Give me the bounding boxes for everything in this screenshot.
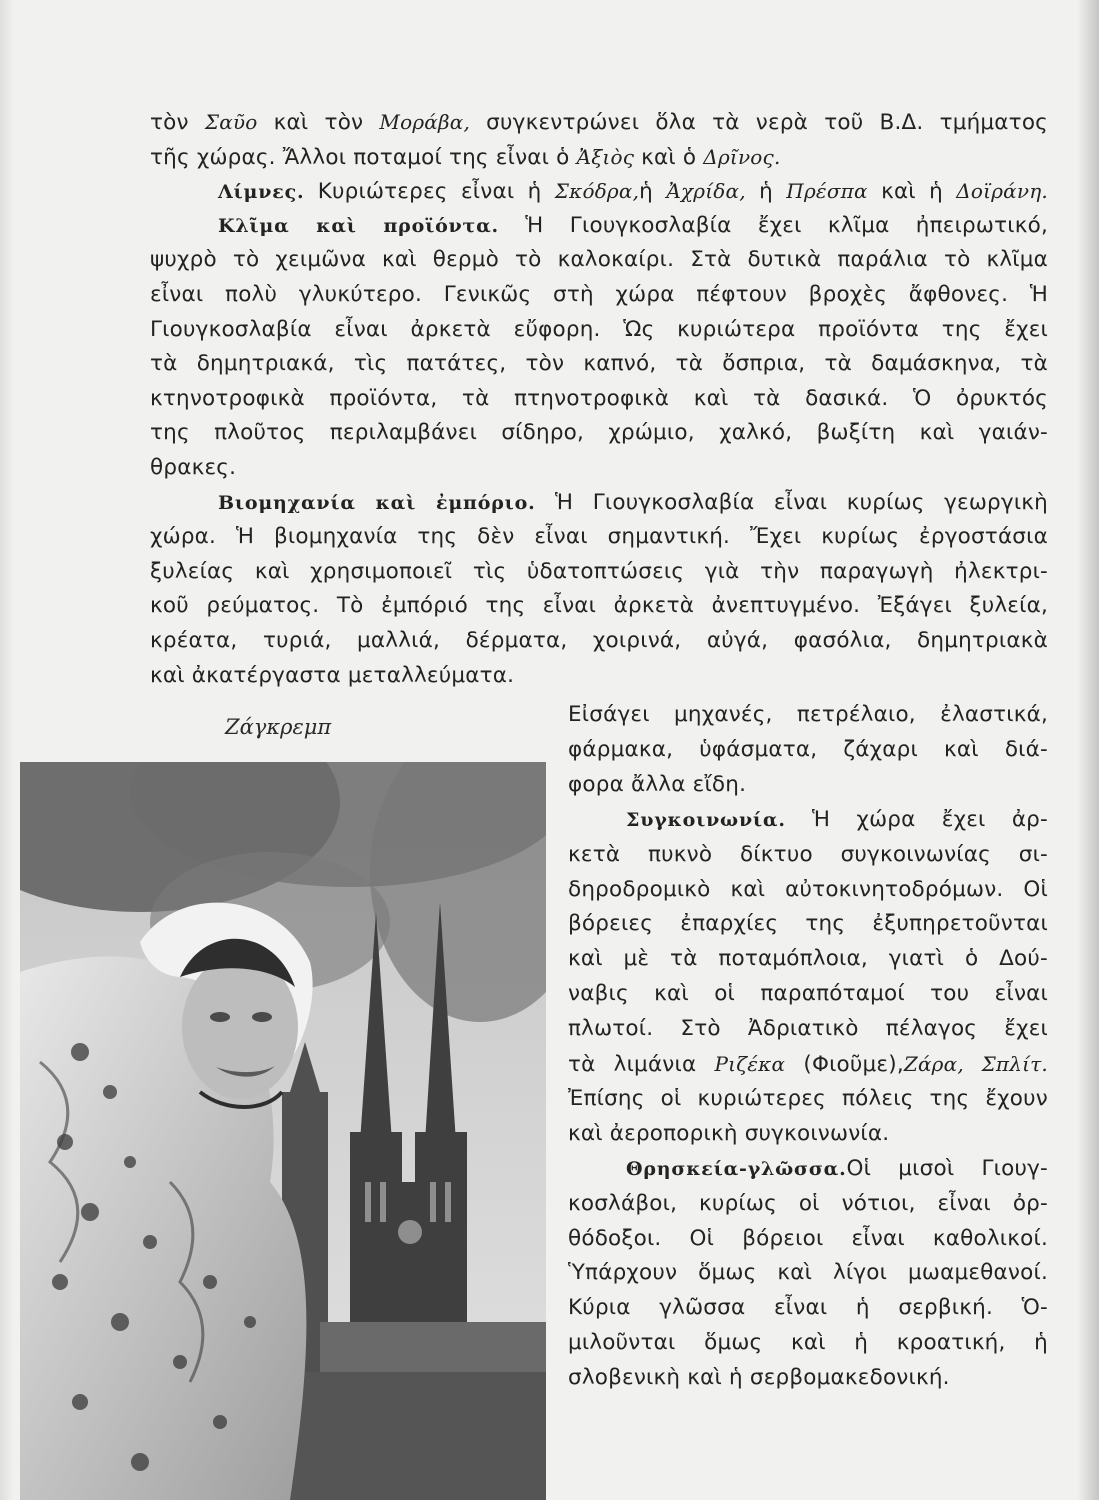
text-run: κρέατα, τυριά, μαλλιά, δέρματα, χοιρινά, αὐγά, φασόλια, δημητριακὰ [150, 628, 1048, 653]
text-run: (Φιοῦμε), [785, 1052, 904, 1077]
text-run: Ριζέκα [714, 1052, 786, 1076]
text-run: Ἡ Γιουγκοσλαβία εἶναι κυρίως γεωργικὴ [535, 489, 1049, 515]
text-run: ναβις καὶ οἱ παραπόταμοί του εἶναι [568, 981, 1048, 1007]
text-run: Ἀχρίδα, [666, 179, 746, 204]
text-run: ἡ [745, 179, 787, 205]
text-line [568, 908, 1048, 940]
text-run: σλοβενικὴ καὶ ἡ σερβομακεδονική. [568, 1365, 950, 1391]
text-line [150, 348, 1048, 380]
text-run: βόρειες ἐπαρχίες της ἐξυπηρετοῦνται [568, 911, 1048, 937]
text-run: κοσλάβοι, κυρίως οἱ νότιοι, εἶναι ὀρ- [568, 1190, 1048, 1216]
text-run: Ἡ Γιουγκοσλαβία ἔχει κλῖμα ἠπειρωτικό, [498, 212, 1048, 238]
text-run: ξυλείας καὶ χρησιμοποιεῖ τὶς ὑδατοπτώσεις γιὰ τὴν παραγωγὴ ἠλεκτρι- [150, 558, 1048, 584]
text-run: κετὰ πυκνὸ δίκτυο συγκοινωνίας σι- [568, 841, 1048, 867]
text-line [568, 1188, 1048, 1220]
text-line [568, 1048, 1048, 1081]
text-run: καὶ τὸν [257, 110, 380, 135]
text-line [150, 141, 1048, 174]
text-line [568, 1362, 1048, 1394]
text-run: τὸν [150, 110, 205, 135]
section-heading: Λίμνες. [218, 181, 305, 204]
text-run: ἡ [639, 179, 667, 205]
section-heading: Βιομηχανία καὶ ἐμπόριο. [218, 491, 536, 514]
text-run: κτηνοτροφικὰ προϊόντα, τὰ πτηνοτροφικὰ καὶ τὰ δασικά. Ὁ ὀρυκτός [150, 385, 1048, 411]
photo-zagreb [20, 762, 546, 1500]
text-run: Ἡ χώρα ἔχει ἀρ- [785, 806, 1048, 832]
text-line [150, 556, 1048, 588]
text-line [150, 244, 1048, 276]
text-run: καὶ μὲ τὰ ποταμόπλοια, γιατὶ ὁ Δού- [568, 946, 1048, 972]
text-run: Μοράβα, [379, 110, 471, 134]
text-run: φάρμακα, ὑφάσματα, ζάχαρι καὶ διά- [568, 736, 1048, 762]
text-line [568, 769, 1048, 801]
photo-illustration [20, 762, 546, 1500]
text-run: Ἀξιὸς [576, 144, 635, 169]
text-line [568, 1257, 1048, 1289]
text-run: θόδοξοι. Οἱ βόρειοι εἶναι καθολικοί. [568, 1225, 1048, 1251]
text-run: καὶ ἀεροπορικὴ συγκοινωνία. [568, 1120, 890, 1146]
text-run: δηροδρομικὸ καὶ αὐτοκινητοδρόμων. Οἱ [568, 876, 1048, 902]
text-line [568, 804, 1048, 836]
text-run: Δοϊράνη. [956, 179, 1048, 204]
text-line [150, 625, 1048, 657]
text-run: Γιουγκοσλαβία εἶναι ἀρκετὰ εὔφορη. Ὡς κυριώτερα προϊόντα της ἔχει [150, 316, 1048, 342]
text-run: Ἐπίσης οἱ κυριώτερες πόλεις της ἔχουν [568, 1085, 1048, 1111]
text-line [568, 1013, 1048, 1045]
text-run: Εἰσάγει μηχανές, πετρέλαιο, ἐλαστικά, [568, 702, 1048, 727]
text-run: χώρα. Ἡ βιομηχανία της δὲν εἶναι σημαντική. Ἔχει κυρίως ἐργοστάσια [150, 524, 1048, 550]
photo-caption: Ζάγκρεμπ [225, 715, 332, 739]
text-run: μιλοῦνται ὅμως καὶ ἡ κροατική, ἡ [568, 1330, 1048, 1356]
text-line [568, 839, 1048, 871]
section-heading: Κλῖμα καὶ προϊόντα. [218, 214, 499, 237]
text-run: Σαῦο [204, 110, 258, 134]
text-line [568, 978, 1048, 1010]
text-line [568, 1223, 1048, 1255]
text-line [568, 734, 1048, 766]
text-line [150, 210, 1048, 242]
text-run: καὶ ἀκατέργαστα μεταλλεύματα. [150, 662, 515, 688]
text-run: θρακες. [150, 455, 237, 480]
text-line [150, 314, 1048, 346]
text-line [150, 521, 1048, 553]
text-run: Ὑπάρχουν ὅμως καὶ λίγοι μωαμεθανοί. [568, 1260, 1048, 1286]
text-line [568, 1118, 1048, 1150]
text-run: Κύρια γλῶσσα εἶναι ἡ σερβική. Ὁ- [568, 1295, 1048, 1321]
text-run: καὶ ὁ [634, 144, 704, 170]
page-edge-left [0, 0, 14, 1500]
text-run: Σκόδρα, [554, 179, 640, 204]
text-line [150, 383, 1048, 415]
text-line [568, 699, 1048, 731]
text-line [150, 487, 1048, 519]
section-heading: Θρησκεία-γλῶσσα. [626, 1157, 847, 1180]
text-line [150, 660, 1048, 692]
text-line [150, 452, 1048, 484]
text-line [150, 175, 1048, 208]
text-line [150, 590, 1048, 622]
text-line [568, 1153, 1048, 1185]
text-run: πλωτοί. Στὸ Ἀδριατικὸ πέλαγος ἔχει [568, 1016, 1048, 1042]
section-heading: Συγκοινωνία. [626, 808, 786, 831]
text-line [568, 874, 1048, 906]
page-edge-right [1077, 0, 1099, 1500]
text-run: τὰ λιμάνια [568, 1052, 715, 1077]
text-run: Ζάρα, Σπλίτ. [903, 1052, 1048, 1076]
text-run: Πρέσπα [786, 179, 868, 204]
text-run: της πλοῦτος περιλαμβάνει σίδηρο, χρώμιο, χαλκό, βωξίτη καὶ γαιάν- [150, 420, 1048, 446]
text-run: κοῦ ρεύματος. Τὸ ἐμπόριό της εἶναι ἀρκετὰ ἀνεπτυγμένο. Ἐξάγει ξυλεία, [150, 593, 1048, 619]
text-line [150, 417, 1048, 449]
text-line [568, 1292, 1048, 1324]
text-line [150, 106, 1048, 139]
text-run: εἶναι πολὺ γλυκύτερο. Γενικῶς στὴ χώρα πέφτουν βροχὲς ἄφθονες. Ἡ [150, 282, 1048, 307]
text-run: φορα ἄλλα εἴδη. [568, 771, 747, 797]
text-line [150, 279, 1048, 311]
text-run: τὰ δημητριακά, τὶς πατάτες, τὸν καπνό, τὰ ὄσπρια, τὰ δαμάσκηνα, τὰ [150, 351, 1048, 377]
text-run: ψυχρὸ τὸ χειμῶνα καὶ θερμὸ τὸ καλοκαίρι. Στὰ δυτικὰ παράλια τὸ κλῖμα [150, 247, 1048, 273]
text-run: Οἱ μισοὶ Γιουγ- [846, 1155, 1048, 1181]
text-line [568, 1327, 1048, 1359]
text-run: Κυριώτερες εἶναι ἡ [304, 179, 555, 205]
text-run: τῆς χώρας. Ἄλλοι ποταμοί της εἶναι ὁ [150, 144, 577, 170]
text-run: καὶ ἡ [867, 179, 957, 205]
text-run: Δρῖνος. [703, 144, 781, 169]
text-line [568, 943, 1048, 975]
text-line [568, 1083, 1048, 1115]
text-run: συγκεντρώνει ὅλα τὰ νερὰ τοῦ Β.Δ. τμήματος [470, 110, 1048, 135]
